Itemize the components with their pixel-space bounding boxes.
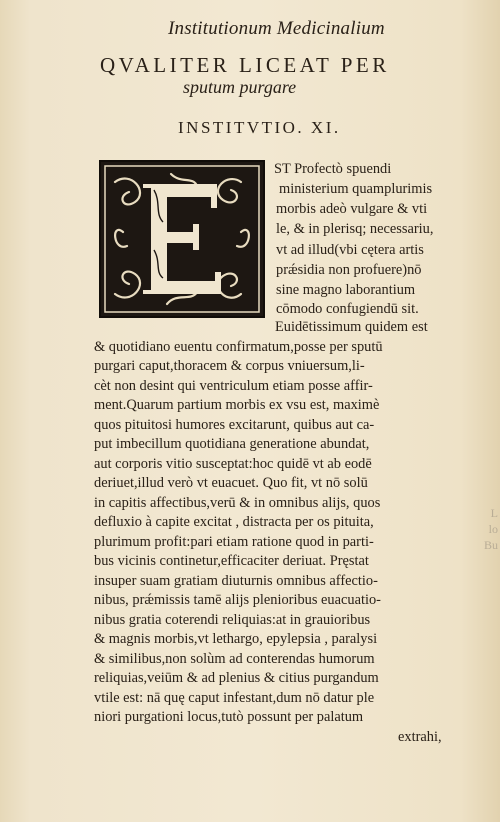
text-line: niori purgationi locus,tutò possunt per palatum	[94, 709, 364, 725]
text-line: put imbecillum quotidiana generatione abundat,	[94, 436, 370, 452]
chapter-title: QVALITER LICEAT PER	[100, 53, 390, 77]
text-line: vtile est: nā quę caput infestant,dum nō datur ple	[94, 690, 375, 706]
text-line: ment.Quarum partium morbis ex vsu est, maximè	[94, 397, 380, 413]
text-line: extrahi,	[398, 729, 442, 745]
text-line: cōmodo confugiendū sit.	[276, 301, 419, 317]
text-line: ST Profectò spuendi	[274, 161, 392, 177]
institutio-label: INSTITVTIO. XI.	[178, 118, 341, 137]
text-line: plurimum profit:pari etiam ratione quod in parti-	[94, 534, 374, 550]
text-line: bus vicinis continetur,efficaciter deriuat. Pręstat	[94, 553, 369, 569]
decorated-initial-e	[99, 160, 265, 318]
text-line: nibus, prǽmissis tamē alijs plenioribus euacuatio-	[94, 592, 381, 608]
text-line: in capitis affectibus,verū & in omnibus alijs, quos	[94, 495, 381, 511]
text-line: & quotidiano euentu confirmatum,posse per sputū	[94, 339, 383, 355]
text-line: defluxio à capite excitat , distracta per os pituita,	[94, 514, 374, 530]
text-line: morbis adeò vulgare & vti	[276, 201, 428, 217]
text-line: & magnis morbis,vt lethargo, epylepsia , paralysi	[94, 631, 378, 647]
text-line: vt ad illud(vbi cętera artis	[276, 242, 424, 258]
text-line: insuper suam gratiam diuturnis omnibus affectio-	[94, 573, 378, 589]
ornamental-initial-icon	[101, 162, 263, 316]
text-line: nibus gratia coterendi reliquias:at in grauioribus	[94, 612, 371, 628]
text-line: purgari caput,thoracem & corpus vniuersum,li-	[94, 358, 365, 374]
text-line: cèt non desint qui ventriculum etiam posse affir-	[94, 378, 373, 394]
text-line: reliquias,veiūm & ad plenius & citius purgandum	[94, 670, 379, 686]
bleed-through-margin-note: L lo Bu	[483, 506, 498, 552]
text-line: prǽsidia non profuere)nō	[276, 262, 422, 278]
text-line: sine magno laborantium	[276, 282, 416, 298]
running-head: Institutionum Medicinalium	[168, 18, 385, 39]
text-line: le, & in plerisq; necessariu,	[276, 221, 434, 237]
text-line: quos pituitosi humores excitarunt, quibus aut ca-	[94, 417, 375, 433]
text-line: ministerium quamplurimis	[279, 181, 433, 197]
text-line: deriuet,illud verò vt euacuet. Quo fit, vt nō solū	[94, 475, 368, 491]
text-line: Euidētissimum quidem est	[275, 319, 428, 335]
text-line: aut corporis vitio susceptat:hoc quidē vt ab eodē	[94, 456, 372, 472]
chapter-subtitle: sputum purgare	[183, 77, 297, 97]
text-line: & similibus,non solùm ad conterendas humorum	[94, 651, 375, 667]
